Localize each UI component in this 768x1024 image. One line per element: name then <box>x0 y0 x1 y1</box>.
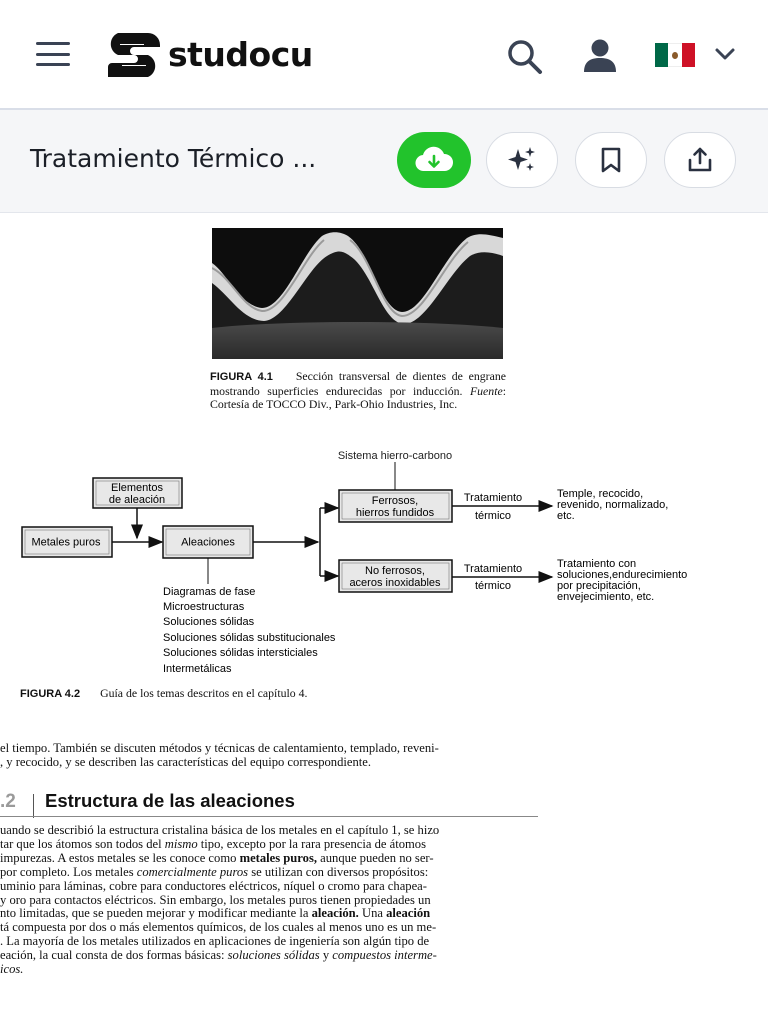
bookmark-button[interactable] <box>575 132 647 188</box>
text-span: se utilizan con diversos propósitos: <box>248 865 429 879</box>
sparkles-icon <box>505 143 539 177</box>
topic-list-item: Soluciones sólidas <box>163 616 255 628</box>
figure-4-1-source-text: : Cortesía de TOCCO Div., Park-Ohio Industries, Inc. <box>210 383 506 412</box>
ferrosos-label-1: Ferrosos, <box>371 495 419 507</box>
topic-list-item: Soluciones sólidas intersticiales <box>163 647 318 659</box>
text-line <box>0 949 538 963</box>
user-icon[interactable] <box>580 38 620 74</box>
sistema-label: Sistema hierro-carbono <box>337 450 453 462</box>
topic-list-item: Soluciones sólidas substitucionales <box>163 632 336 644</box>
figure-4-1-caption-text: Sección transversal de dientes de engrane mostrando superficies endurecidas por inducción. <box>210 369 506 398</box>
result1-line-3: etc. <box>557 510 575 522</box>
text-line: tá compuesta por dos o más elementos químicos, de los cuales al menos uno es un me- <box>0 921 437 935</box>
section-divider <box>33 794 34 818</box>
bookmark-icon <box>598 146 624 174</box>
text-span: aunque pueden no ser- <box>317 851 434 865</box>
text-span: tipo, excepto por la rara presencia de átomos <box>197 837 426 851</box>
figure-4-2-caption-text: Guía de los temas descritos en el capítulo 4. <box>100 686 308 700</box>
share-icon <box>686 146 714 174</box>
figure-4-2-label: FIGURA 4.2 <box>20 688 81 700</box>
topic-list-item: Microestructuras <box>163 601 245 613</box>
text-line: . La mayoría de los metales utilizados en aplicaciones de ingeniería son algún tipo de <box>0 935 430 949</box>
metales-puros-label: Metales puros <box>31 536 101 549</box>
ferrosos-label-2: hierros fundidos <box>355 507 435 519</box>
text-italic: mismo <box>164 837 198 851</box>
text-span: tar que los átomos son todos del <box>0 837 165 851</box>
text-span: Una <box>358 907 387 921</box>
section-title: Estructura de las aleaciones <box>45 790 295 811</box>
top-navigation-bar <box>0 0 768 110</box>
topic-list-item: Intermetálicas <box>163 663 232 675</box>
cloud-download-icon <box>414 145 454 175</box>
tratamiento1-label-1: Tratamiento <box>463 492 523 504</box>
brand-name: studocu <box>168 34 313 74</box>
text-line <box>0 852 538 866</box>
result2-line-4: envejecimiento, etc. <box>557 591 655 603</box>
figure-4-2-diagram <box>0 442 768 682</box>
ai-sparkle-button[interactable] <box>486 132 558 188</box>
tratamiento2-label-1: Tratamiento <box>463 563 523 575</box>
text-span: impurezas. A estos metales se les conoce como <box>0 851 240 865</box>
result2-line-1: Tratamiento con <box>557 558 637 570</box>
elementos-label-1: Elementos <box>111 482 163 494</box>
noferrosos-label-1: No ferrosos, <box>365 565 425 577</box>
gear-teeth-photo <box>212 228 503 359</box>
aleaciones-label: Aleaciones <box>181 536 235 549</box>
share-button[interactable] <box>664 132 736 188</box>
result1-line-2: revenido, normalizado, <box>557 499 669 511</box>
text-line: y oro para contactos eléctricos. Sin embargo, los metales puros tienen propiedades un <box>0 893 431 907</box>
text-span: por completo. Los metales <box>0 865 137 879</box>
text-line <box>0 838 538 852</box>
text-line <box>0 907 538 921</box>
document-header <box>0 110 768 213</box>
elementos-label-2: de aleación <box>108 494 166 506</box>
tratamiento2-label-2: térmico <box>474 580 512 592</box>
text-span: eación, la cual consta de dos formas básicas: <box>0 949 228 963</box>
text-italic: compuestos interme- <box>332 949 437 963</box>
chevron-down-icon[interactable] <box>712 44 738 64</box>
result1-line-1: Temple, recocido, <box>557 488 644 500</box>
text-line: uando se describió la estructura cristalina básica de los metales en el capítulo 1, se hizo <box>0 824 440 837</box>
text-span: nto limitadas, que se pueden mejorar y modificar mediante la <box>0 907 312 921</box>
search-icon[interactable] <box>504 36 544 76</box>
section-number: .2 <box>0 791 16 812</box>
hamburger-icon[interactable] <box>36 42 70 66</box>
section-paragraph <box>0 824 538 977</box>
figure-4-1-caption <box>210 370 506 412</box>
flag-stripe-red <box>682 43 695 67</box>
topic-list-item: Diagramas de fase <box>163 586 256 598</box>
flag-emblem <box>672 52 678 59</box>
figure-4-1-source-label: Fuente <box>469 383 503 398</box>
text-line: uminio para láminas, cobre para conductores eléctricos, níquel o cromo para chapea- <box>0 879 427 893</box>
studocu-logo[interactable] <box>104 30 313 78</box>
intro-paragraph <box>0 741 538 769</box>
text-line <box>0 963 538 977</box>
text-italic: icos. <box>0 963 24 977</box>
flag-stripe-white <box>668 43 681 67</box>
text-bold: metales puros, <box>239 851 318 865</box>
text-italic: soluciones sólidas <box>227 949 320 963</box>
text-italic: comercialmente puros <box>136 865 249 879</box>
figure-4-2-caption <box>20 686 307 701</box>
studocu-logo-mark <box>104 31 162 77</box>
text-span: y <box>319 949 333 963</box>
text-line: , y recocido, y se describen las características del equipo correspondiente. <box>0 755 372 770</box>
mexico-flag-icon[interactable] <box>655 43 695 67</box>
section-rule <box>0 816 538 817</box>
document-title: Tratamiento Térmico ... <box>30 144 317 173</box>
download-button[interactable] <box>397 132 471 188</box>
text-line: el tiempo. También se discuten métodos y técnicas de calentamiento, templado, reveni- <box>0 741 439 755</box>
noferrosos-label-2: aceros inoxidables <box>349 577 441 589</box>
text-bold: aleación <box>386 907 431 921</box>
figure-4-1-label: FIGURA 4.1 <box>210 371 273 383</box>
result2-line-3: por precipitación, <box>557 580 641 592</box>
text-line <box>0 866 538 880</box>
result2-line-2: soluciones,endurecimiento <box>557 569 688 581</box>
text-bold: aleación. <box>311 907 359 921</box>
tratamiento1-label-2: térmico <box>474 510 512 522</box>
document-page <box>0 214 768 1024</box>
flag-stripe-green <box>655 43 668 67</box>
